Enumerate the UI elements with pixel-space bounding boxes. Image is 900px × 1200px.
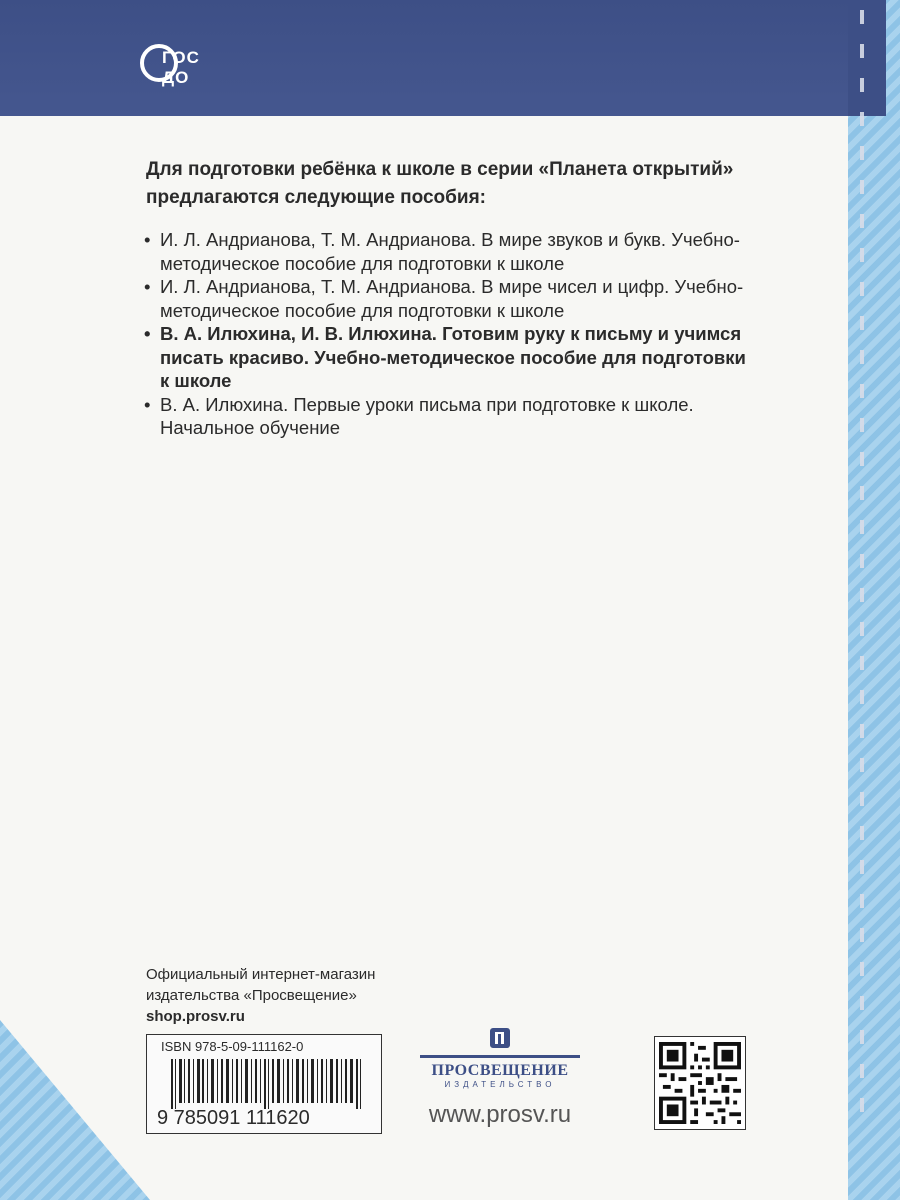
logo-text bbox=[162, 48, 200, 88]
isbn-barcode bbox=[146, 1034, 382, 1134]
dashed-line bbox=[860, 10, 864, 1130]
shop-info bbox=[146, 964, 375, 1027]
book-item-highlighted: • В. А. Илюхина, И. В. Илюхина. Готовим руку к письму и учимся писать красиво. Учебно-методическое пособие для подготовки к школе bbox=[144, 322, 754, 393]
publisher-logo bbox=[410, 1026, 590, 1129]
intro-text: Для подготовки ребёнка к школе в серии «Планета открытий» предлагаются следующие пособия: bbox=[146, 159, 734, 208]
corner-decoration bbox=[0, 1020, 150, 1200]
logo-text-line2: ДО bbox=[162, 68, 190, 87]
shop-line1: Официальный интернет-магазин bbox=[146, 966, 376, 983]
book-list bbox=[144, 228, 754, 440]
right-band-top bbox=[848, 0, 886, 116]
publisher-subtitle: ИЗДАТЕЛЬСТВО bbox=[444, 1080, 556, 1089]
shop-url[interactable]: shop.prosv.ru bbox=[146, 1008, 245, 1025]
publisher-line bbox=[420, 1055, 580, 1058]
qr-code-icon bbox=[659, 1041, 741, 1125]
isbn-text: ISBN 978-5-09-111162-0 bbox=[161, 1039, 304, 1054]
right-stripe-band bbox=[848, 0, 900, 1200]
publisher-emblem-icon bbox=[488, 1026, 512, 1050]
book-item: • И. Л. Андрианова, Т. М. Андрианова. В мире чисел и цифр. Учебно-методическое пособие для подготовки к школе bbox=[144, 275, 754, 322]
top-color-band bbox=[0, 0, 900, 116]
fgos-logo bbox=[140, 44, 220, 104]
publisher-name: ПРОСВЕЩЕНИЕ bbox=[431, 1062, 569, 1079]
book-item: • И. Л. Андрианова, Т. М. Андрианова. В мире звуков и букв. Учебно-методическое пособие для подготовки к школе bbox=[144, 228, 754, 275]
logo-text-line1: ГОС bbox=[162, 48, 200, 67]
qr-code[interactable] bbox=[654, 1036, 746, 1130]
barcode-number: 9 785091 111620 bbox=[157, 1107, 310, 1129]
barcode-bars-icon bbox=[171, 1059, 371, 1109]
book-item: • В. А. Илюхина. Первые уроки письма при подготовке к школе. Начальное обучение bbox=[144, 393, 754, 440]
publisher-site[interactable]: www.prosv.ru bbox=[428, 1101, 572, 1128]
shop-line2: издательства «Просвещение» bbox=[146, 987, 357, 1004]
